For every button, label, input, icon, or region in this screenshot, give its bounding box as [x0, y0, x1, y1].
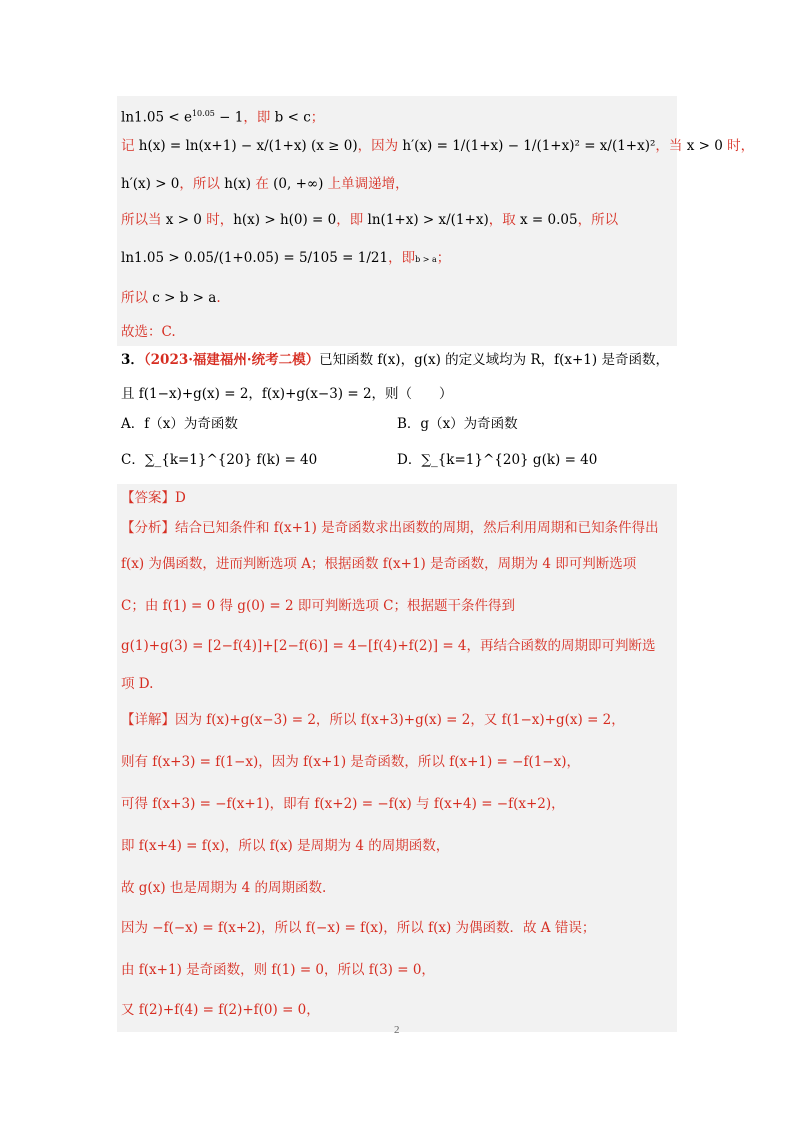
solution-text-fragment: ，即: [388, 250, 416, 266]
solution-text-fragment: 上单调递增，: [323, 176, 409, 192]
solution-block-1-line: [121, 248, 450, 270]
solution-text-fragment: h(x) > h(0) = 0: [233, 212, 337, 228]
solution-text-fragment: h′(x) > 0: [121, 176, 180, 192]
solution-text-fragment: ；: [310, 109, 325, 126]
question-3-line-1: [121, 350, 669, 370]
solution-block-1-line: [121, 210, 618, 230]
option-b-text: g（x）为奇函数: [420, 416, 518, 432]
solution-text-fragment: ，即: [243, 109, 275, 126]
answer-tag: 【答案】: [121, 490, 175, 506]
option-d-label: D．: [397, 452, 422, 468]
solution-text-fragment: ln1.05 < e: [121, 109, 192, 126]
analysis-line-5: 项 D.: [121, 676, 154, 692]
answer-value: D: [175, 490, 186, 506]
analysis-line-1: 【分析】结合已知条件和 f(x+1) 是奇函数求出函数的周期，然后利用周期和已知条件得出: [121, 520, 659, 536]
solution-block-1-line: [121, 322, 176, 342]
solution-text-fragment: 所以当: [121, 212, 166, 228]
solution-text-fragment: 在: [251, 176, 274, 192]
question-3-line-2: [121, 384, 453, 404]
page-number: 2: [394, 1024, 400, 1036]
detail-line-3: 可得 f(x+3) = −f(x+1)，即有 f(x+2) = −f(x) 与 f(x+4) = −f(x+2)，: [121, 796, 565, 812]
detail-line-1: 【详解】因为 f(x)+g(x−3) = 2，所以 f(x+3)+g(x) = 2，又 f(1−x)+g(x) = 2，: [121, 712, 625, 728]
analysis-line-3: C；由 f(1) = 0 得 g(0) = 2 即可判断选项 C；根据题干条件得到: [121, 598, 515, 614]
option-c: [121, 450, 317, 470]
solution-text-fragment: 所以: [121, 290, 153, 306]
detail-line-6: 因为 −f(−x) = f(x+2)，所以 f(−x) = f(x)，所以 f(x) 为偶函数．故 A 错误；: [121, 920, 596, 936]
solution-block-1-line: [121, 136, 754, 156]
solution-text-fragment: x > 0: [686, 138, 723, 154]
detail-line-5: 故 g(x) 也是周期为 4 的周期函数.: [121, 880, 327, 896]
solution-text-fragment: x = 0.05: [520, 212, 578, 228]
solution-text-fragment: h(x) = ln(x+1) − x/(1+x) (x ≥ 0): [138, 138, 358, 154]
detail-line-2: 则有 f(x+3) = f(1−x)，因为 f(x+1) 是奇函数，所以 f(x+1) = −f(1−x)，: [121, 754, 580, 770]
option-b: [397, 414, 518, 434]
solution-block-2: [117, 484, 677, 1032]
solution-text-fragment: h(x): [224, 176, 252, 192]
solution-text-fragment: c > b > a: [152, 290, 217, 306]
solution-text-fragment: − 1: [214, 109, 244, 126]
solution-text-fragment: ；: [436, 250, 451, 266]
solution-block-1-line: [121, 288, 221, 308]
solution-text-fragment: .: [216, 290, 221, 306]
solution-text-fragment: 10.05: [191, 109, 215, 118]
solution-text-fragment: ，因为: [357, 138, 403, 154]
analysis-line-4: g(1)+g(3) = [2−f(4)]+[2−f(6)] = 4−[f(4)+f(2)] = 4，再结合函数的周期即可判断选: [121, 638, 656, 654]
solution-text-fragment: ，取: [488, 212, 521, 228]
solution-text-fragment: 时，: [722, 138, 755, 154]
option-c-text: ∑_{k=1}^{20} f(k) = 40: [144, 452, 318, 468]
solution-text-fragment: x > 0: [165, 212, 202, 228]
solution-text-fragment: ，当: [655, 138, 687, 154]
solution-text-fragment: ，所以: [577, 212, 619, 228]
detail-line-7: 由 f(x+1) 是奇函数，则 f(1) = 0，所以 f(3) = 0，: [121, 962, 435, 978]
detail-line-4: 即 f(x+4) = f(x)，所以 f(x) 是周期为 4 的周期函数，: [121, 838, 450, 854]
solution-text-fragment: b > a: [415, 255, 437, 264]
solution-text-fragment: 故选：C.: [121, 324, 176, 340]
solution-block-1-line: [121, 174, 409, 194]
solution-text-fragment: ln(1+x) > x/(1+x): [367, 212, 489, 228]
option-a-text: f（x）为奇函数: [144, 416, 238, 432]
option-c-label: C．: [121, 452, 145, 468]
solution-text-fragment: ，即: [336, 212, 368, 228]
solution-block-1: [117, 96, 755, 346]
option-b-label: B．: [397, 416, 421, 432]
option-d: [397, 450, 597, 470]
solution-text-fragment: 时，: [201, 212, 234, 228]
solution-text-fragment: ln1.05 > 0.05/(1+0.05) = 5/105 = 1/21: [121, 250, 389, 266]
option-a: [121, 414, 238, 434]
question-number: 3．: [121, 352, 144, 368]
solution-text-fragment: h′(x) = 1/(1+x) − 1/(1+x)² = x/(1+x)²: [402, 138, 656, 154]
question-text-2: 且 f(1−x)+g(x) = 2，f(x)+g(x−3) = 2，则（ ）: [121, 386, 453, 402]
solution-block-1-line: [121, 104, 324, 128]
solution-text-fragment: (0, +∞): [273, 176, 324, 192]
solution-text-fragment: 记: [121, 138, 139, 154]
analysis-line-2: f(x) 为偶函数，进而判断选项 A；根据函数 f(x+1) 是奇函数，周期为 4 即可判断选项: [121, 556, 637, 572]
option-d-text: ∑_{k=1}^{20} g(k) = 40: [421, 452, 598, 468]
solution-text-fragment: b < c: [274, 109, 311, 126]
question-text-1: 已知函数 f(x)，g(x) 的定义域均为 R，f(x+1) 是奇函数，: [319, 352, 669, 368]
answer-line: [121, 488, 186, 508]
detail-line-8: 又 f(2)+f(4) = f(2)+f(0) = 0，: [121, 1002, 320, 1018]
question-source: （2023·福建福州·统考二模）: [143, 352, 320, 368]
solution-text-fragment: ，所以: [179, 176, 225, 192]
option-a-label: A．: [121, 416, 145, 432]
